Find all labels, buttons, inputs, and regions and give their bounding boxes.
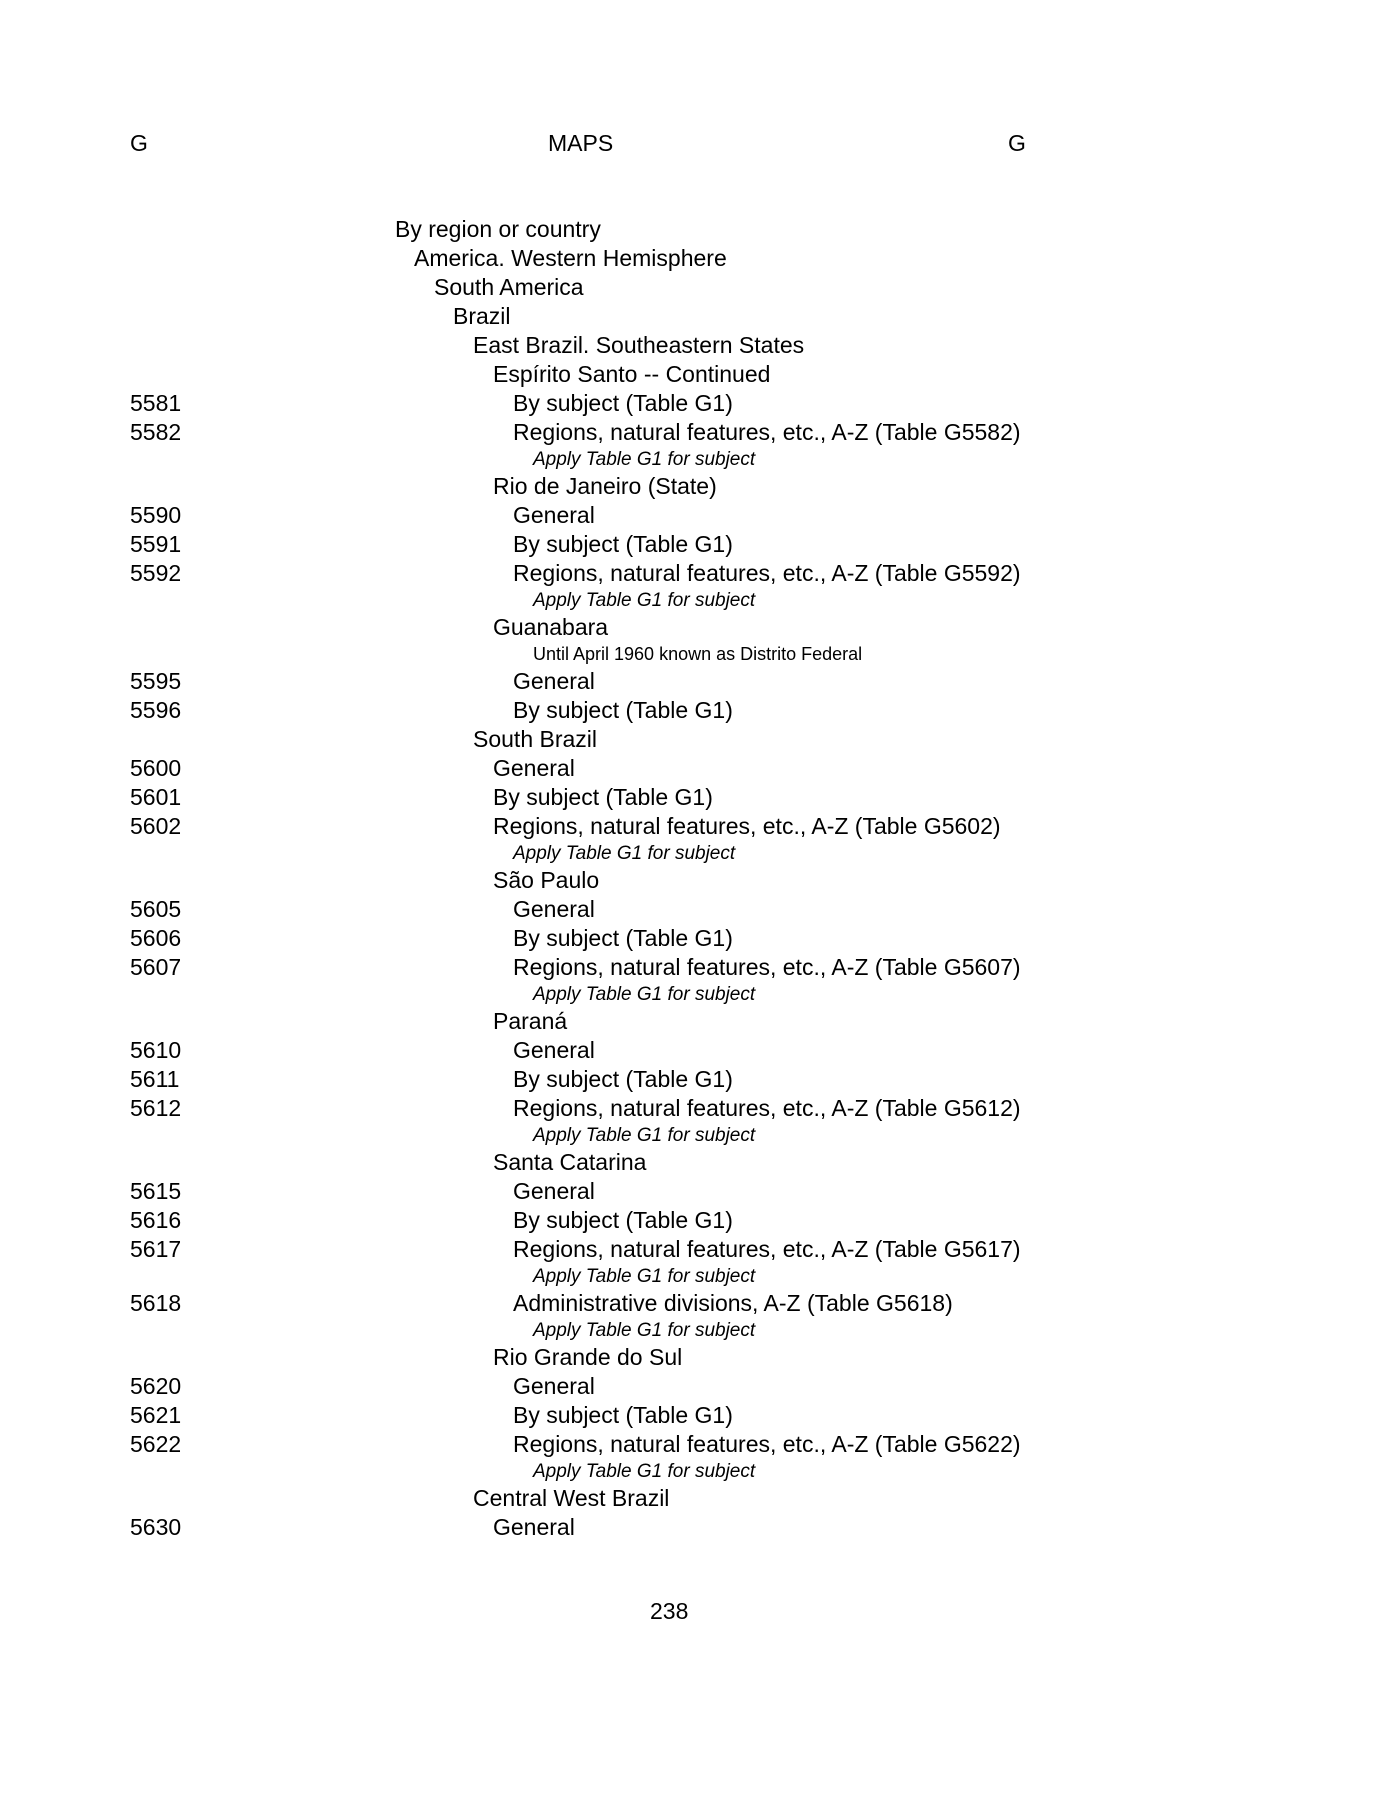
entry-note: Until April 1960 known as Distrito Federal <box>533 644 863 664</box>
entry-caption: By subject (Table G1) <box>493 784 713 810</box>
class-number: 5595 <box>130 668 182 694</box>
class-number: 5615 <box>130 1178 182 1204</box>
schedule-row <box>0 1235 1391 1264</box>
schedule-row <box>0 1177 1391 1206</box>
entry-caption: By subject (Table G1) <box>513 1066 733 1092</box>
schedule-note-row <box>0 1123 1391 1148</box>
schedule-note-row <box>0 1264 1391 1289</box>
entry-caption: General <box>513 1178 595 1204</box>
schedule-entries <box>0 215 1391 1542</box>
entry-caption: Santa Catarina <box>493 1149 647 1175</box>
entry-caption: By subject (Table G1) <box>513 531 733 557</box>
entry-caption: Espírito Santo -- Continued <box>493 361 771 387</box>
class-number: 5622 <box>130 1431 182 1457</box>
entry-caption: America. Western Hemisphere <box>414 245 727 271</box>
class-number: 5618 <box>130 1290 182 1316</box>
entry-caption: By region or country <box>395 216 601 242</box>
entry-note: Apply Table G1 for subject <box>533 590 756 611</box>
entry-caption: Paraná <box>493 1008 568 1034</box>
schedule-row <box>0 924 1391 953</box>
schedule-row <box>0 472 1391 501</box>
class-number: 5605 <box>130 896 182 922</box>
schedule-row <box>0 1007 1391 1036</box>
entry-note: Apply Table G1 for subject <box>533 1461 756 1482</box>
class-number: 5590 <box>130 502 182 528</box>
entry-caption: South America <box>434 274 584 300</box>
entry-caption: Central West Brazil <box>473 1485 670 1511</box>
schedule-row <box>0 559 1391 588</box>
entry-caption: East Brazil. Southeastern States <box>473 332 805 358</box>
entry-caption: General <box>513 668 595 694</box>
entry-caption: By subject (Table G1) <box>513 1402 733 1428</box>
entry-caption: General <box>513 502 595 528</box>
schedule-row <box>0 953 1391 982</box>
schedule-row <box>0 1148 1391 1177</box>
class-number: 5616 <box>130 1207 182 1233</box>
entry-caption: General <box>493 1514 575 1540</box>
class-number: 5596 <box>130 697 182 723</box>
schedule-row <box>0 1094 1391 1123</box>
schedule-row <box>0 501 1391 530</box>
schedule-row <box>0 215 1391 244</box>
entry-note: Apply Table G1 for subject <box>533 1320 756 1341</box>
entry-caption: Brazil <box>453 303 511 329</box>
entry-caption: General <box>513 896 595 922</box>
schedule-note-row <box>0 588 1391 613</box>
schedule-note-row <box>0 642 1391 667</box>
schedule-row <box>0 1206 1391 1235</box>
entry-caption: By subject (Table G1) <box>513 1207 733 1233</box>
entry-caption: Regions, natural features, etc., A-Z (Table G5617) <box>513 1236 1021 1262</box>
entry-note: Apply Table G1 for subject <box>533 984 756 1005</box>
schedule-note-row <box>0 841 1391 866</box>
schedule-note-row <box>0 447 1391 472</box>
class-number: 5621 <box>130 1402 182 1428</box>
schedule-row <box>0 1065 1391 1094</box>
schedule-row <box>0 1372 1391 1401</box>
schedule-row <box>0 613 1391 642</box>
class-number: 5600 <box>130 755 182 781</box>
entry-caption: South Brazil <box>473 726 598 752</box>
schedule-row <box>0 895 1391 924</box>
entry-caption: By subject (Table G1) <box>513 390 733 416</box>
schedule-note-row <box>0 1459 1391 1484</box>
class-number: 5601 <box>130 784 182 810</box>
header-left-class-letter: G <box>130 130 148 156</box>
schedule-row <box>0 244 1391 273</box>
schedule-row <box>0 754 1391 783</box>
schedule-row <box>0 1401 1391 1430</box>
entry-caption: By subject (Table G1) <box>513 697 733 723</box>
class-number: 5592 <box>130 560 182 586</box>
schedule-row <box>0 1289 1391 1318</box>
schedule-row <box>0 302 1391 331</box>
schedule-row <box>0 1484 1391 1513</box>
entry-caption: Regions, natural features, etc., A-Z (Table G5612) <box>513 1095 1021 1121</box>
schedule-row <box>0 1513 1391 1542</box>
schedule-row <box>0 866 1391 895</box>
entry-caption: Administrative divisions, A-Z (Table G5618) <box>513 1290 953 1316</box>
entry-caption: Regions, natural features, etc., A-Z (Table G5592) <box>513 560 1021 586</box>
schedule-row <box>0 530 1391 559</box>
class-number: 5591 <box>130 531 182 557</box>
entry-caption: General <box>513 1373 595 1399</box>
schedule-row <box>0 331 1391 360</box>
entry-note: Apply Table G1 for subject <box>533 1266 756 1287</box>
page-number: 238 <box>650 1598 689 1624</box>
entry-caption: Guanabara <box>493 614 609 640</box>
schedule-row <box>0 783 1391 812</box>
schedule-note-row <box>0 982 1391 1007</box>
class-number: 5611 <box>130 1066 180 1092</box>
schedule-row <box>0 418 1391 447</box>
class-number: 5602 <box>130 813 182 839</box>
class-number: 5607 <box>130 954 182 980</box>
entry-caption: Rio Grande do Sul <box>493 1344 683 1370</box>
schedule-row <box>0 273 1391 302</box>
entry-caption: Regions, natural features, etc., A-Z (Table G5622) <box>513 1431 1021 1457</box>
entry-caption: Regions, natural features, etc., A-Z (Table G5607) <box>513 954 1021 980</box>
entry-note: Apply Table G1 for subject <box>513 843 736 864</box>
header-right-class-letter: G <box>1008 130 1026 156</box>
class-number: 5630 <box>130 1514 182 1540</box>
class-number: 5617 <box>130 1236 182 1262</box>
schedule-row <box>0 1430 1391 1459</box>
entry-note: Apply Table G1 for subject <box>533 1125 756 1146</box>
entry-caption: Regions, natural features, etc., A-Z (Table G5582) <box>513 419 1021 445</box>
class-number: 5620 <box>130 1373 182 1399</box>
entry-caption: São Paulo <box>493 867 600 893</box>
schedule-row <box>0 1343 1391 1372</box>
schedule-row <box>0 667 1391 696</box>
entry-caption: Rio de Janeiro (State) <box>493 473 717 499</box>
class-number: 5582 <box>130 419 182 445</box>
class-number: 5606 <box>130 925 182 951</box>
entry-caption: Regions, natural features, etc., A-Z (Table G5602) <box>493 813 1001 839</box>
schedule-row <box>0 389 1391 418</box>
schedule-note-row <box>0 1318 1391 1343</box>
entry-caption: General <box>513 1037 595 1063</box>
entry-caption: General <box>493 755 575 781</box>
schedule-row <box>0 1036 1391 1065</box>
class-number: 5581 <box>130 390 182 416</box>
schedule-row <box>0 696 1391 725</box>
entry-caption: By subject (Table G1) <box>513 925 733 951</box>
schedule-row <box>0 812 1391 841</box>
schedule-row <box>0 360 1391 389</box>
schedule-row <box>0 725 1391 754</box>
header-title: MAPS <box>548 130 614 156</box>
class-number: 5610 <box>130 1037 182 1063</box>
entry-note: Apply Table G1 for subject <box>533 449 756 470</box>
class-number: 5612 <box>130 1095 182 1121</box>
